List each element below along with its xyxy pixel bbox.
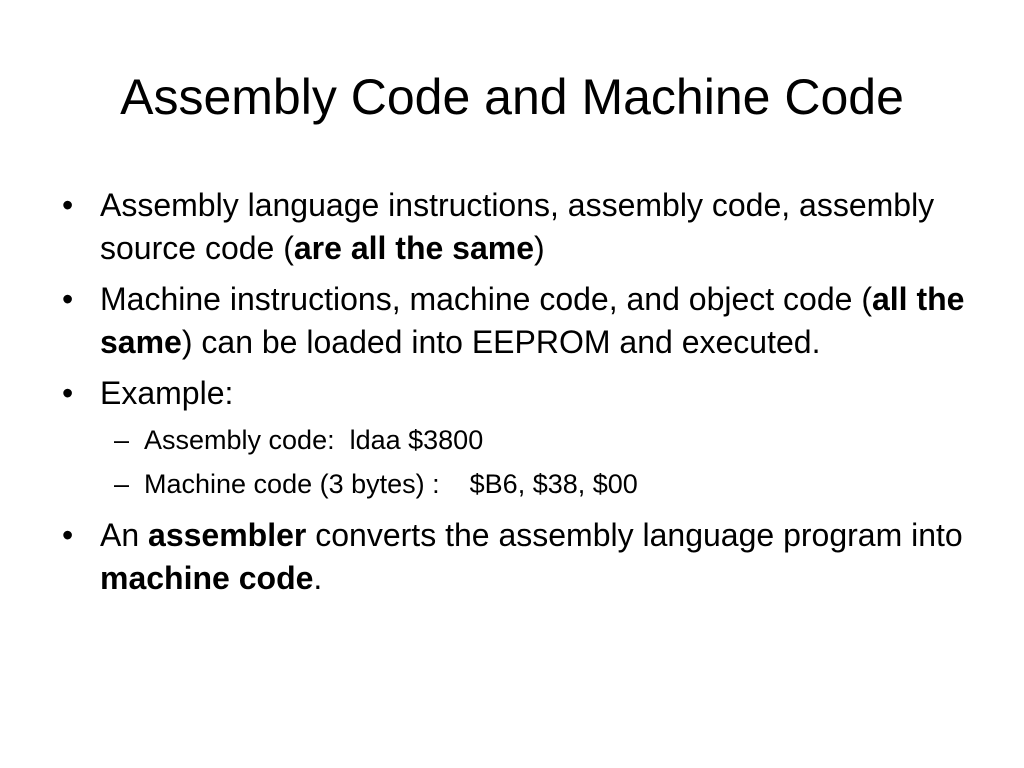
bullet-text: converts the assembly language program into xyxy=(306,517,963,553)
bullet-text: Example: xyxy=(100,375,234,411)
slide-title: Assembly Code and Machine Code xyxy=(120,69,904,125)
bullet-bold-text: are all the same xyxy=(293,230,535,266)
bullet-list xyxy=(62,184,982,608)
example-sub-list xyxy=(100,418,982,506)
bullet-text: ) xyxy=(534,230,545,266)
bullet-dot-icon: • xyxy=(62,281,74,317)
bullet-dot-icon: • xyxy=(62,187,74,223)
bullet-bold-text: all the same xyxy=(100,281,965,360)
bullet-text: Machine instructions, machine code, and object code ( xyxy=(100,281,872,317)
dash-icon: – xyxy=(114,469,130,499)
sub-bullet-assembly-example xyxy=(100,418,982,462)
bullet-bold-text: machine code xyxy=(100,560,314,596)
bullet-text: ) can be loaded into EEPROM and executed. xyxy=(181,324,821,360)
bullet-example xyxy=(62,372,982,506)
sub-bullet-machine-example xyxy=(100,462,982,506)
bullet-text: An xyxy=(100,517,149,553)
bullet-assembler xyxy=(62,514,982,600)
sub-bullet-text: Machine code (3 bytes) : $B6, $38, $00 xyxy=(144,469,638,499)
dash-icon: – xyxy=(114,425,130,455)
sub-bullet-text: Assembly code: ldaa $3800 xyxy=(144,425,484,455)
bullet-text: . xyxy=(313,560,323,596)
bullet-bold-text: assembler xyxy=(148,517,307,553)
bullet-dot-icon: • xyxy=(62,517,74,553)
bullet-machine-code xyxy=(62,278,982,364)
bullet-dot-icon: • xyxy=(62,375,74,411)
bullet-text: Assembly language instructions, assembly code, assembly source code ( xyxy=(100,187,935,266)
bullet-assembly-code xyxy=(62,184,982,270)
